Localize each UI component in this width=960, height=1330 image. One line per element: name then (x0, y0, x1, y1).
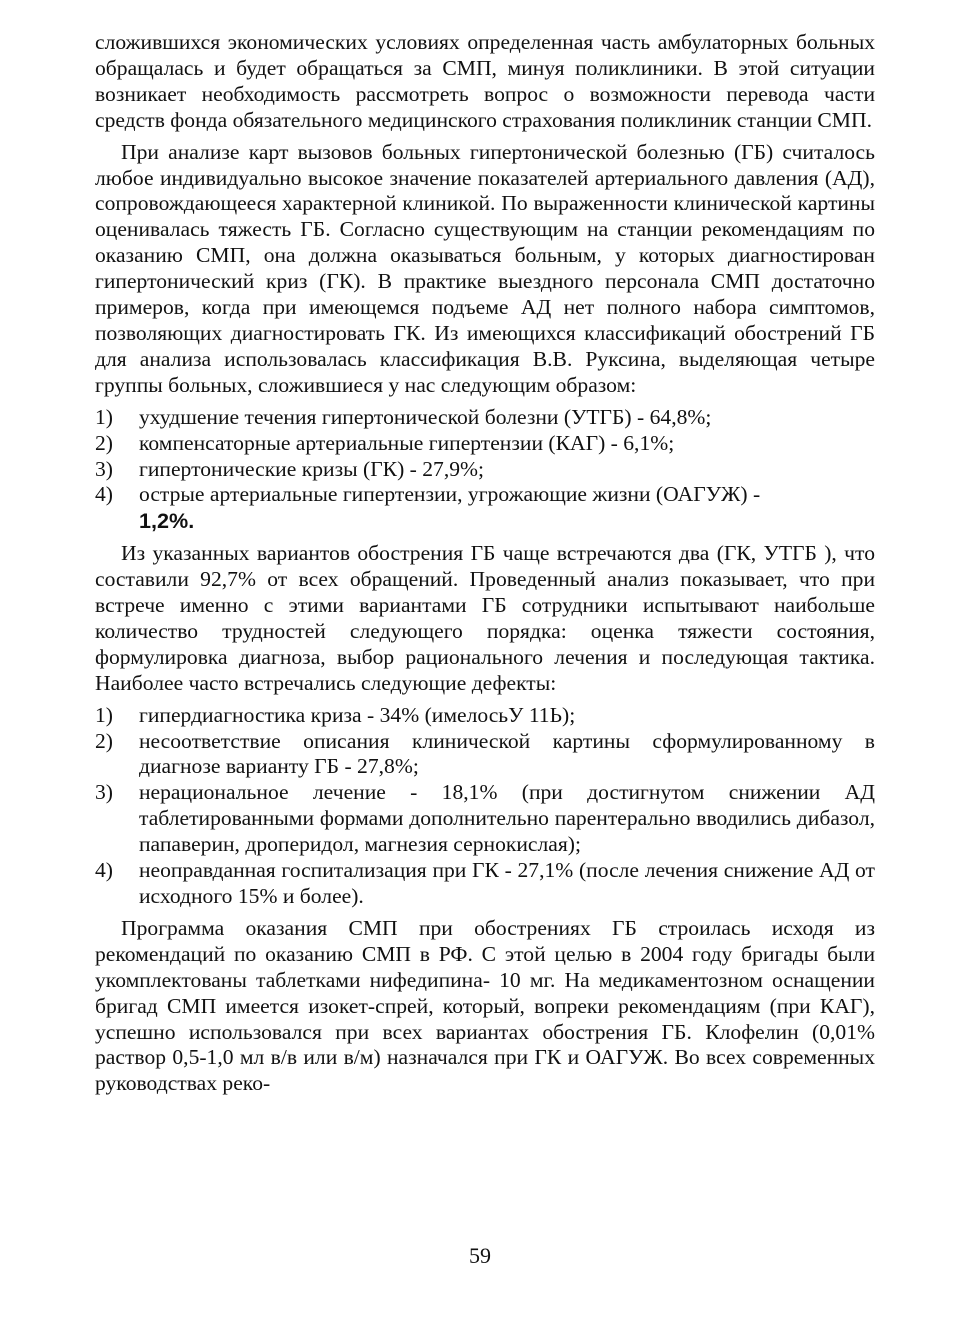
list-item (95, 431, 875, 457)
list-item-text-wrapper (139, 482, 875, 535)
list-item (95, 858, 875, 910)
list-item (95, 780, 875, 858)
list-item (95, 729, 875, 781)
exacerbation-groups-list (95, 405, 875, 536)
list-item (95, 457, 875, 483)
list-item-text: гипертонические кризы (ГК) - 27,9%; (139, 456, 485, 481)
list-item-number: 2) (95, 430, 113, 455)
paragraph-program: Программа оказания СМП при обострениях ГБ строилась исходя из рекомендаций по оказанию СМП в РФ. С этой целью в 2004 году бригады были укомплектованы таблетками нифедипина- 10 мг. На медикаментозном оснащении бригад СМП имеется изокет-спрей, который, вопреки рекомендациям (при КАГ), успешно использовался при всех вариантах обострения ГБ. Клофелин (0,01% раствор 0,5-1,0 мл в/в или в/м) назначался при ГК и ОАГУЖ. Во всех современных руководствах реко- (95, 915, 875, 1096)
list-item-value: 1,2%. (139, 508, 195, 534)
document-page (95, 30, 875, 1103)
list-item (95, 482, 875, 535)
list-item-number: 2) (95, 728, 113, 753)
list-item-text: гипердиагностика криза - 34% (имелосьУ 11Ь); (139, 702, 576, 727)
list-item-text: компенсаторные артериальные гипертензии (КАГ) - 6,1%; (139, 430, 675, 455)
list-item-text: несоответствие описания клинической картины сформулированному в диагнозе варианту ГБ - 27,8%; (139, 728, 875, 779)
paragraph-intro: сложившихся экономических условиях определенная часть амбулаторных больных обращалась и будет обращаться за СМП, минуя поликлиники. В этой ситуации возникает необходимость рассмотреть вопрос о возможности перевода части средств фонда обязательного медицинского страхования поликлиник станции СМП. (95, 30, 875, 132)
list-item (95, 703, 875, 729)
list-item-number: 1) (95, 404, 113, 429)
list-item-text: неоправданная госпитализация при ГК - 27,1% (после лечения снижение АД от исходного 15% и более). (139, 858, 875, 908)
list-item-text: нерациональное лечение - 18,1% (при достигнутом снижении АД таблетированными формами дополнительно парентерально вводились дибазол, папаверин, дроперидол, магнезия сернокислая); (139, 780, 875, 857)
paragraph-variants: Из указанных вариантов обострения ГБ чаще встречаются два (ГК, УТГБ ), что составили 92,7% от всех обращений. Проведенный анализ показывает, что при встрече именно с этими вариантами ГБ сотрудники испытывают наибольше количество трудностей следующего порядка: оценка тяжести состояния, формулировка диагноза, выбор рационального лечения и последующая тактика. Наиболее часто встречались следующие дефекты: (95, 541, 875, 695)
list-item-number: 1) (95, 702, 113, 727)
defects-list (95, 703, 875, 910)
list-item-text: ухудшение течения гипертонической болезни (УТГБ) - 64,8%; (139, 404, 712, 429)
list-item-number: 4) (95, 482, 113, 507)
list-item-text: острые артериальные гипертензии, угрожающие жизни (ОАГУЖ) - (139, 482, 761, 507)
list-item-number: 3) (95, 780, 113, 805)
list-item-number: 4) (95, 858, 113, 883)
page-number: 59 (469, 1243, 491, 1268)
paragraph-analysis: При анализе карт вызовов больных гипертонической болезнью (ГБ) считалось любое индивидуально высокое значение показателей артериального давления (АД), сопровождающееся характерной клиникой. По выраженности клинической картины оценивалась тяжесть ГБ. Согласно существующим на станции рекомендациям по оказанию СМП, она должна оказываться больным, у которых диагностирован гипертонический криз (ГК). В практике выездного персонала СМП достаточно примеров, когда при имеющемся подъеме АД нет полного набора симптомов, позволяющих диагностировать ГК. Из имеющихся классификаций обострений ГБ для анализа использовалась классификация В.В. Руксина, выделяющая четыре группы больных, сложившиеся у нас следующим образом: (95, 139, 875, 397)
list-item-number: 3) (95, 456, 113, 481)
list-item (95, 405, 875, 431)
